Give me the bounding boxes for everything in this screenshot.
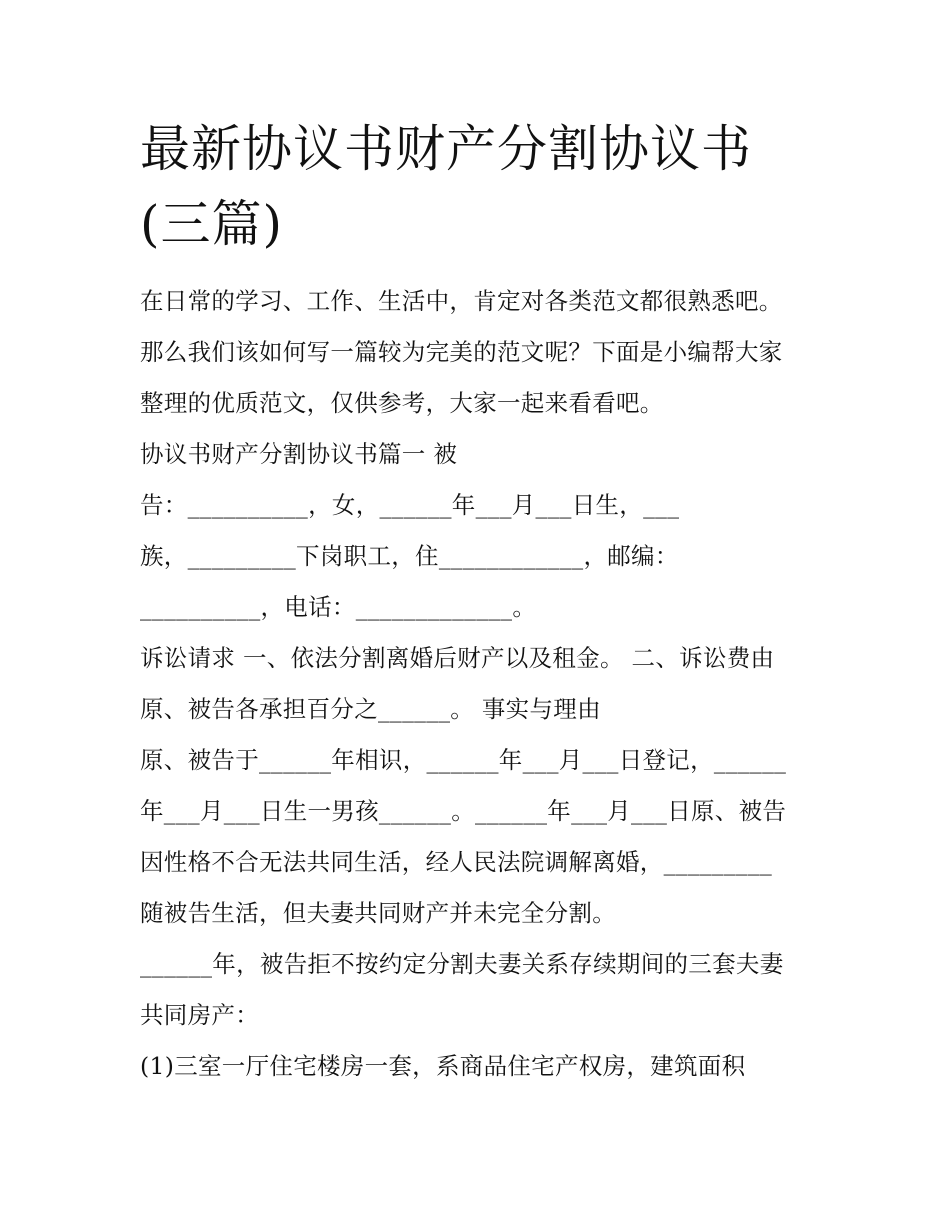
body-line-refusal: ______年，被告拒不按约定分割夫妻关系存续期间的三套夫妻 xyxy=(140,950,784,978)
body-line-met: 原、被告于______年相识，______年___月___日登记，______ xyxy=(140,746,787,774)
body-line-claims: 诉讼请求 一、依法分割离婚后财产以及租金。 二、诉讼费由 xyxy=(140,644,775,672)
body-line-property-undivided: 随被告生活，但夫妻共同财产并未完全分割。 xyxy=(140,899,616,927)
body-line-ethnicity: 族，_________下岗职工，住____________，邮编： xyxy=(140,542,679,570)
body-line-phone: __________，电话：_____________。 xyxy=(140,593,537,621)
body-line-divorce: 因性格不合无法共同生活，经人民法院调解离婚，_________ xyxy=(140,848,773,876)
body-line-child: 年___月___日生一男孩______。______年___月___日原、被告 xyxy=(140,797,787,825)
document-title: 最新协议书财产分割协议书(三篇) xyxy=(140,120,752,253)
intro-line-2: 那么我们该如何写一篇较为完美的范文呢？下面是小编帮大家 xyxy=(140,338,783,366)
body-line-costs: 原、被告各承担百分之______。 事实与理由 xyxy=(140,695,601,723)
intro-line-3: 整理的优质范文，仅供参考，大家一起来看看吧。 xyxy=(140,389,664,417)
body-line-defendant: 告：__________，女，______年___月___日生，___ xyxy=(140,491,680,519)
body-line-common-property: 共同房产： xyxy=(140,1001,259,1029)
body-line-item-1: (1)三室一厅住宅楼房一套，系商品住宅产权房，建筑面积 xyxy=(140,1052,746,1080)
intro-line-1: 在日常的学习、工作、生活中，肯定对各类范文都很熟悉吧。 xyxy=(140,287,783,315)
section-heading-1: 协议书财产分割协议书篇一 被 xyxy=(140,440,458,468)
